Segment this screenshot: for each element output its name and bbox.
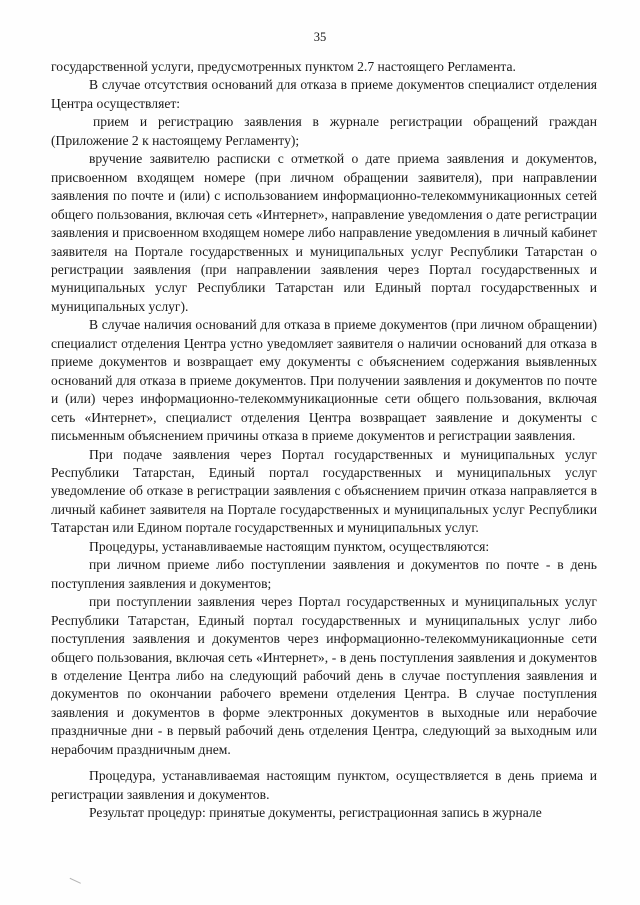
paragraph-portal-refusal: При подаче заявления через Портал государственных и муниципальных услуг Республики Татарстан, Единый портал государственных и муниципальных услуг уведомление об отказе в регистрации заявления с объяснением причин отказа направляется в личный кабинет заявителя на Портале государственных и муниципальных услуг Республики Татарстан или Едином портале государственных и муниципальных услуг. <box>51 446 597 536</box>
paragraph-receipt: вручение заявителю расписки с отметкой о дате приема заявления и документов, присвоенном входящем номере (при личном обращении заявителя), при направлении заявления по почте и (или) с использованием информационно-телекоммуникационных сетей общего пользования, включая сеть «Интернет», направление уведомления о дате регистрации заявления и присвоенном входящем номере либо направление уведомления в личный кабинет заявителя на Портале государственных и муниципальных услуг Республики Татарстан о регистрации заявления (при направлении заявления через Портал государственных и муниципальных услуг Республики Татарстан или Единый портал государственных и муниципальных услуг). <box>51 151 597 314</box>
paragraph-portal-reception: при поступлении заявления через Портал государственных и муниципальных услуг Республики Татарстан, Единый портал государственных и муниципальных услуг либо поступления заявления и документов через информационно-телекоммуникационные сети общего пользования, включая сеть «Интернет», - в день поступления заявления и документов в отделение Центра либо на следующий рабочий день в случае поступления заявления и документов по окончании рабочего времени отделения Центра. В случае поступления заявления и документов в форме электронных документов в выходные или нерабочие праздничные дни - в первый рабочий день отделения Центра, следующий за выходным или нерабочим праздничным днем. <box>51 594 597 757</box>
document-body <box>51 58 597 823</box>
paragraph-registration: прием и регистрацию заявления в журнале регистрации обращений граждан (Приложение 2 к настоящему Регламенту); <box>51 114 597 148</box>
paragraph-personal-reception: при личном приеме либо поступлении заявления и документов по почте - в день поступления заявления и документов; <box>51 557 597 591</box>
scan-mark <box>67 878 81 889</box>
paragraph-no-grounds: В случае отсутствия оснований для отказа в приеме документов специалист отделения Центра осуществляет: <box>51 77 597 111</box>
page-number: 35 <box>313 30 327 44</box>
paragraph-result: Результат процедур: принятые документы, регистрационная запись в журнале <box>89 805 542 821</box>
paragraph-procedure-day: Процедура, устанавливаемая настоящим пунктом, осуществляется в день приема и регистрации заявления и документов. <box>51 768 597 802</box>
paragraph-procedures-intro: Процедуры, устанавливаемые настоящим пунктом, осуществляются: <box>89 538 490 554</box>
paragraph-continuation: государственной услуги, предусмотренных пунктом 2.7 настоящего Регламента. <box>51 59 516 74</box>
paragraph-refusal-grounds: В случае наличия оснований для отказа в приеме документов (при личном обращении) специалист отделения Центра устно уведомляет заявителя о наличии оснований для отказа в приеме документов и возвращает ему документы с объяснением содержания выявленных оснований для отказа в приеме документов. При получении заявления и документов по почте и (или) через информационно-телекоммуникационные сети общего пользования, включая сеть «Интернет», специалист отделения Центра возвращает заявление и документы с письменным объяснением причины отказа в приеме документов и регистрации заявления. <box>51 317 597 444</box>
